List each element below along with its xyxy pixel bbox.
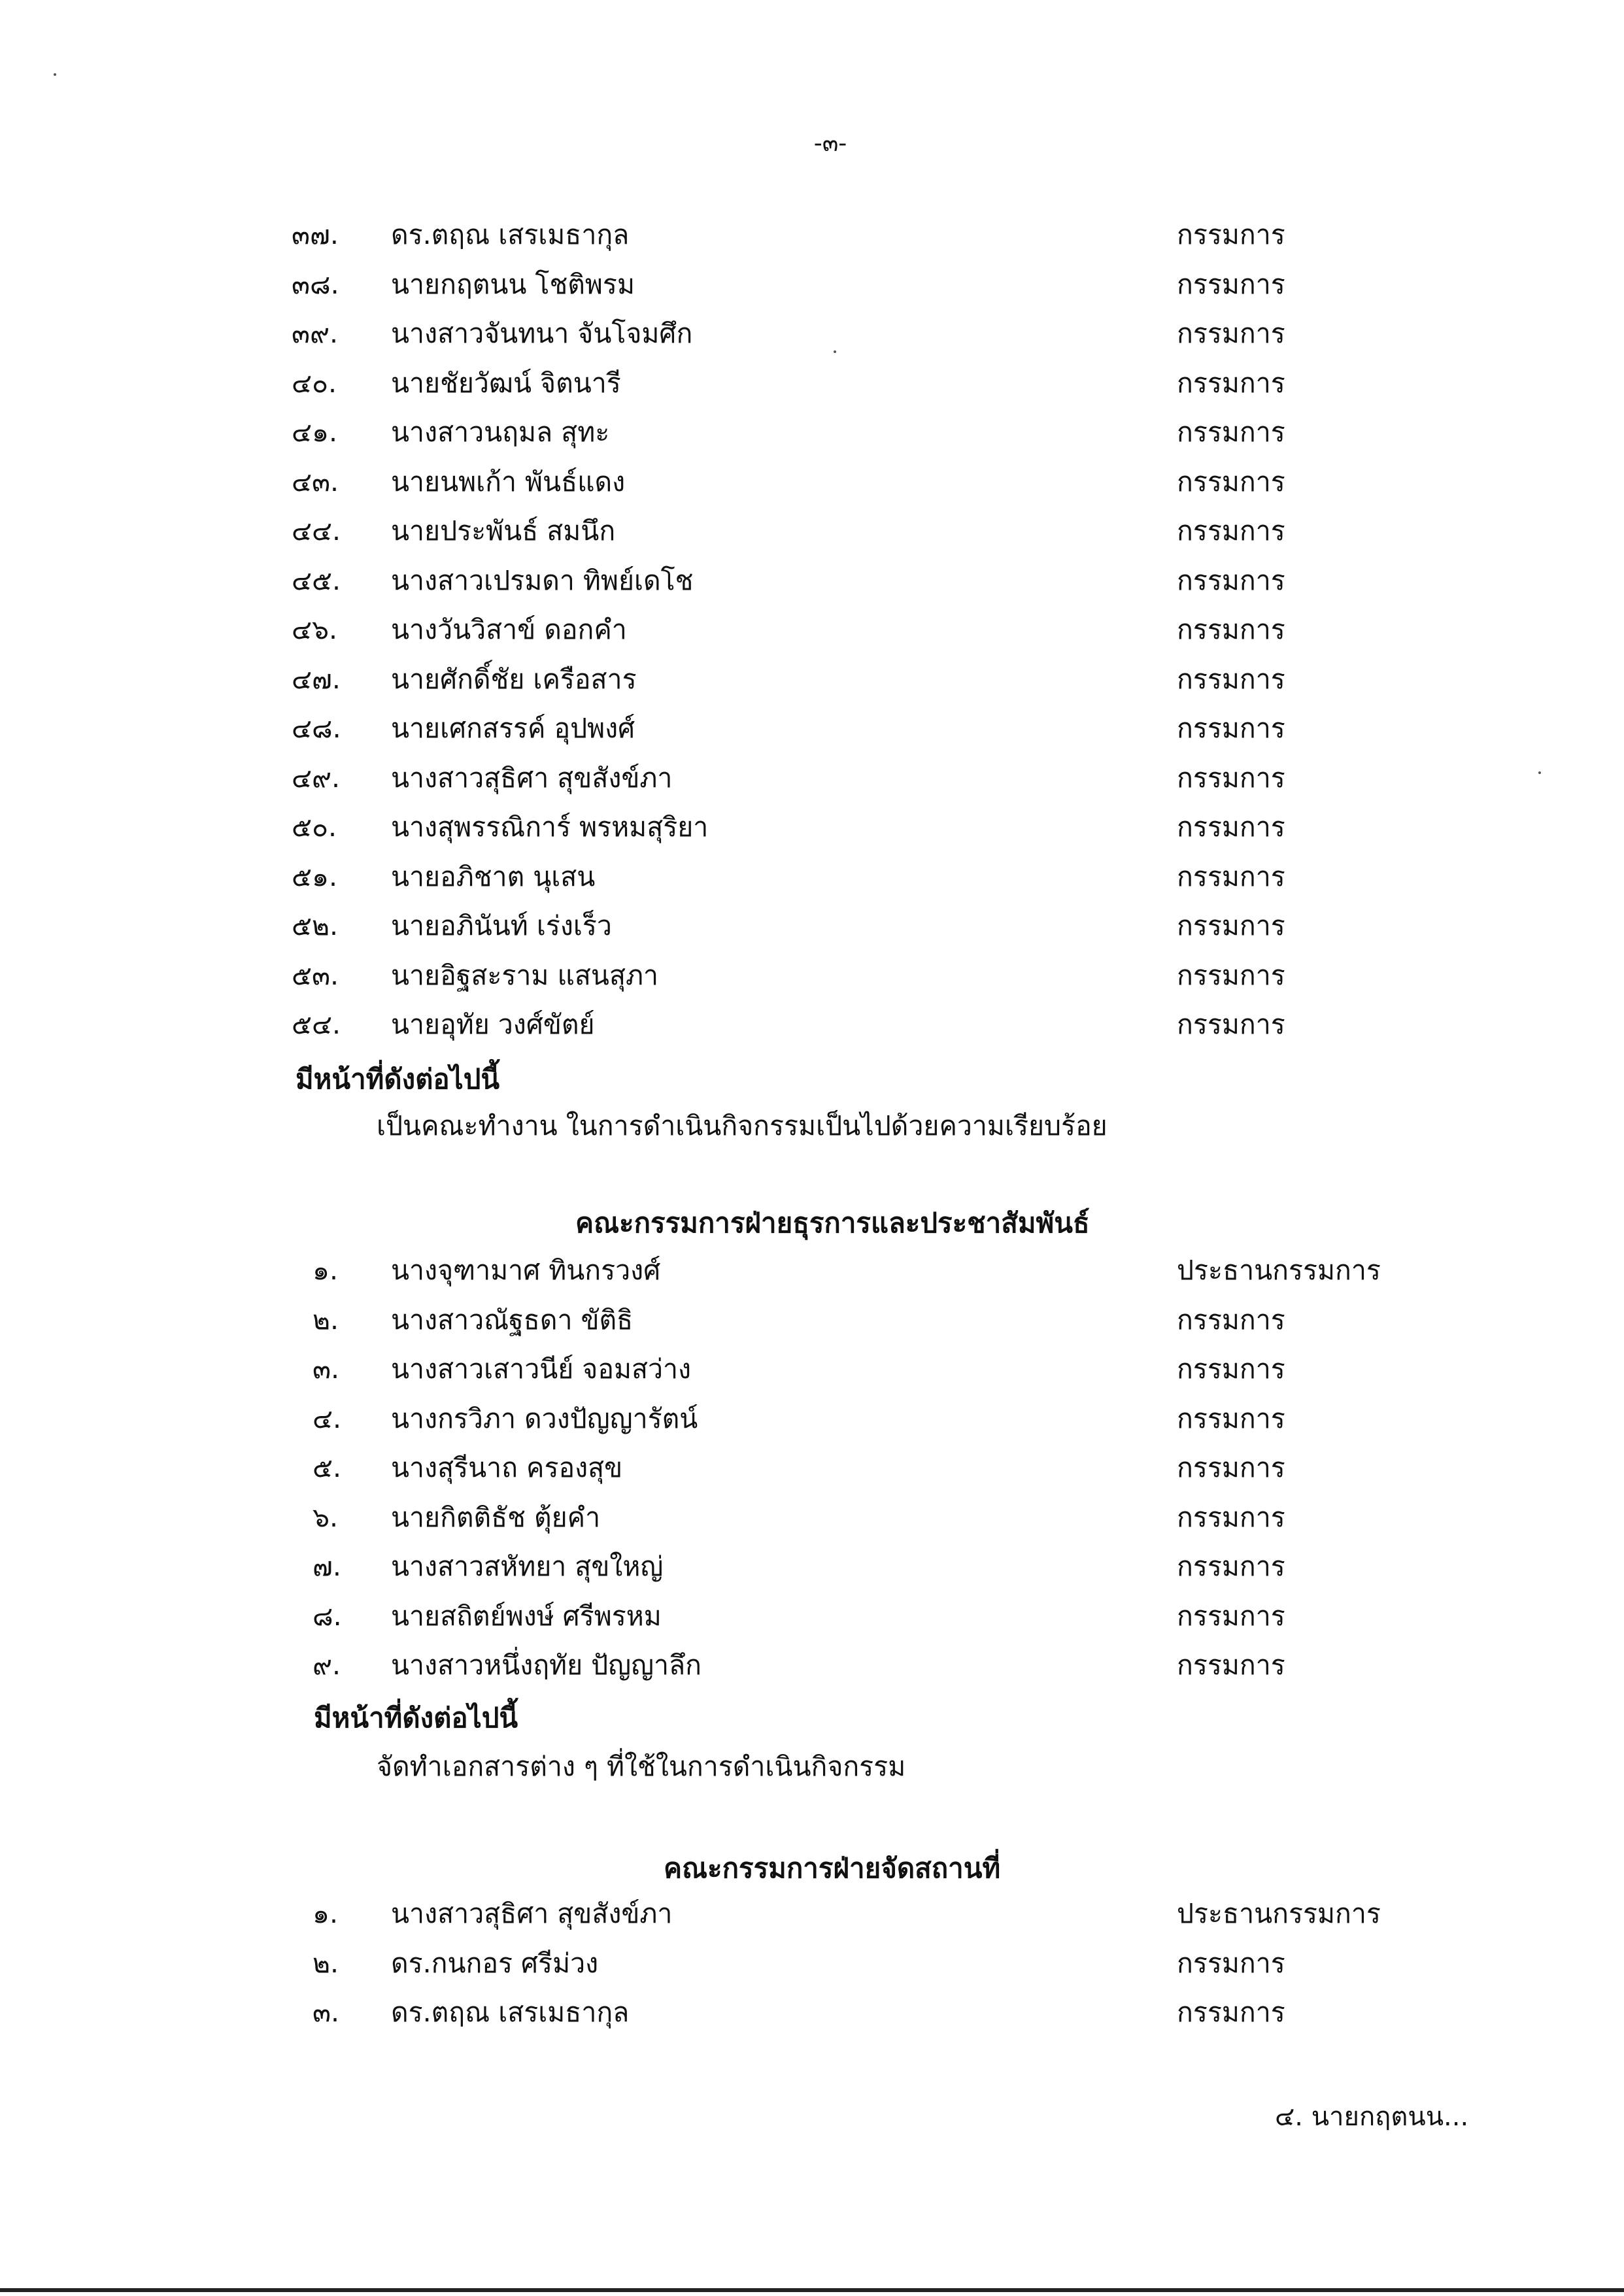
duty-text: เป็นคณะทำงาน ในการดำเนินกิจกรรมเป็นไปด้วยความเรียบร้อย xyxy=(377,1110,1108,1141)
member-name: นางสาวหนึ่งฤทัย ปัญญาลึก xyxy=(391,1649,702,1681)
page-number: -๓- xyxy=(813,130,847,157)
member-name: นางสุพรรณิการ์ พรหมสุริยา xyxy=(391,811,709,843)
member-number: ๔๘. xyxy=(292,713,341,744)
member-name: นางสาวเสาวนีย์ จอมสว่าง xyxy=(391,1353,692,1385)
member-number: ๓. xyxy=(313,1997,340,2028)
member-row xyxy=(0,1545,1624,1588)
member-role: กรรมการ xyxy=(1177,959,1285,991)
member-row xyxy=(0,1991,1624,2034)
member-role: ประธานกรรมการ xyxy=(1177,1898,1381,1929)
member-role: กรรมการ xyxy=(1177,1402,1285,1434)
member-role: กรรมการ xyxy=(1177,416,1285,448)
member-role: กรรมการ xyxy=(1177,515,1285,547)
member-name: นายอภินันท์ เร่งเร็ว xyxy=(391,910,612,941)
member-number: ๖. xyxy=(313,1501,339,1533)
member-name: นางสาวนฤมล สุทะ xyxy=(391,416,610,448)
member-name: นายนพเก้า พันธ์แดง xyxy=(391,465,626,498)
member-number: ๔๖. xyxy=(292,614,338,645)
member-row xyxy=(0,1446,1624,1489)
member-number: ๔๕. xyxy=(292,564,341,596)
member-role: กรรมการ xyxy=(1177,762,1285,794)
member-name: นายอภิชาต นุเสน xyxy=(391,860,596,892)
member-role: กรรมการ xyxy=(1177,1501,1285,1533)
member-name: นางสาวเปรมดา ทิพย์เดโช xyxy=(391,564,694,596)
member-row xyxy=(0,312,1624,355)
member-role: กรรมการ xyxy=(1177,713,1285,744)
member-row xyxy=(0,509,1624,552)
member-name: นางสาวจันทนา จันโจมศึก xyxy=(391,318,693,349)
member-name: นางกรวิภา ดวงปัญญารัตน์ xyxy=(391,1402,698,1434)
member-name: ดร.กนกอร ศรีม่วง xyxy=(391,1947,599,1979)
member-number: ๕. xyxy=(313,1452,342,1483)
member-row xyxy=(0,1347,1624,1391)
member-row xyxy=(0,1496,1624,1539)
member-role: กรรมการ xyxy=(1177,910,1285,941)
member-row xyxy=(0,658,1624,701)
member-number: ๔๙. xyxy=(292,762,341,794)
member-name: นายอิฐสะราม แสนสุภา xyxy=(391,959,659,991)
member-row xyxy=(0,362,1624,405)
member-row xyxy=(0,756,1624,800)
member-role: ประธานกรรมการ xyxy=(1177,1255,1381,1286)
member-role: กรรมการ xyxy=(1177,219,1285,250)
duty-text: จัดทำเอกสารต่าง ๆ ที่ใช้ในการดำเนินกิจกรรม xyxy=(377,1751,906,1782)
member-role: กรรมการ xyxy=(1177,268,1285,300)
member-row xyxy=(0,805,1624,849)
member-role: กรรมการ xyxy=(1177,614,1285,645)
member-role: กรรมการ xyxy=(1177,564,1285,596)
member-name: นางสาวสหัทยา สุขใหญ่ xyxy=(391,1551,664,1582)
member-role: กรรมการ xyxy=(1177,1353,1285,1385)
member-number: ๑. xyxy=(313,1255,339,1286)
member-name: นายสถิตย์พงษ์ ศรีพรหม xyxy=(391,1600,662,1632)
committee-title: คณะกรรมการฝ่ายธุรการและประชาสัมพันธ์ xyxy=(575,1207,1090,1239)
member-name: นายศักดิ์ชัย เครือสาร xyxy=(391,663,637,695)
member-row xyxy=(0,411,1624,454)
member-row xyxy=(0,1397,1624,1440)
member-name: นางสุรีนาถ ครองสุข xyxy=(391,1452,623,1483)
member-number: ๕๔. xyxy=(292,1009,341,1040)
member-role: กรรมการ xyxy=(1177,367,1285,399)
member-number: ๔๐. xyxy=(292,367,337,399)
member-number: ๒. xyxy=(313,1304,339,1336)
duty-heading: มีหน้าที่ดังต่อไปนี้ xyxy=(314,1702,518,1734)
member-row xyxy=(0,904,1624,947)
member-role: กรรมการ xyxy=(1177,1649,1285,1681)
member-name: นายประพันธ์ สมนึก xyxy=(391,515,616,547)
duty-heading: มีหน้าที่ดังต่อไปนี้ xyxy=(296,1063,500,1095)
member-row xyxy=(0,1003,1624,1046)
member-number: ๓. xyxy=(313,1353,340,1385)
member-row xyxy=(0,1942,1624,1985)
member-name: ดร.ตฤณ เสรเมธากุล xyxy=(391,219,630,250)
member-row xyxy=(0,707,1624,750)
member-role: กรรมการ xyxy=(1177,1009,1285,1040)
member-name: นายกิตติธัช ตุ้ยคำ xyxy=(391,1501,601,1533)
member-name: นางสาวณัฐธดา ขัติธิ xyxy=(391,1304,634,1336)
member-role: กรรมการ xyxy=(1177,1947,1285,1979)
member-row xyxy=(0,213,1624,256)
member-number: ๒. xyxy=(313,1947,339,1979)
member-number: ๗. xyxy=(313,1551,341,1582)
bottom-border xyxy=(0,2288,1624,2292)
member-row xyxy=(0,460,1624,503)
member-number: ๕๒. xyxy=(292,910,339,941)
member-row xyxy=(0,1644,1624,1687)
member-name: นายกฤตนน โชติพรม xyxy=(391,268,635,300)
member-row xyxy=(0,1892,1624,1935)
member-row xyxy=(0,855,1624,898)
member-row xyxy=(0,263,1624,306)
member-row xyxy=(0,1249,1624,1292)
member-number: ๙. xyxy=(313,1649,341,1681)
member-role: กรรมการ xyxy=(1177,1551,1285,1582)
member-number: ๘. xyxy=(313,1600,342,1632)
member-number: ๕๑. xyxy=(292,860,338,892)
member-role: กรรมการ xyxy=(1177,1600,1285,1632)
member-role: กรรมการ xyxy=(1177,1304,1285,1336)
member-row xyxy=(0,1595,1624,1638)
member-role: กรรมการ xyxy=(1177,1997,1285,2028)
member-number: ๕๓. xyxy=(292,959,339,991)
member-role: กรรมการ xyxy=(1177,465,1285,498)
member-number: ๓๗. xyxy=(292,219,339,250)
member-name: นายเศกสรรค์ อุปพงศ์ xyxy=(391,713,635,744)
member-role: กรรมการ xyxy=(1177,860,1285,892)
member-number: ๕๐. xyxy=(292,811,337,843)
member-number: ๓๘. xyxy=(292,268,339,300)
member-role: กรรมการ xyxy=(1177,663,1285,695)
member-number: ๓๙. xyxy=(292,318,339,349)
member-name: นางสาวสุธิศา สุขสังข์ภา xyxy=(391,762,673,794)
member-number: ๔๔. xyxy=(292,515,341,547)
member-row xyxy=(0,608,1624,651)
member-name: นางวันวิสาข์ ดอกคำ xyxy=(391,614,627,645)
member-name: นายอุทัย วงศ์ขัตย์ xyxy=(391,1009,595,1040)
member-name: นางจุฑามาศ ทินกรวงศ์ xyxy=(391,1255,661,1286)
member-name: นางสาวสุธิศา สุขสังข์ภา xyxy=(391,1898,673,1929)
continuation-note: ๔. นายกฤตนน... xyxy=(1275,2102,1469,2132)
member-role: กรรมการ xyxy=(1177,1452,1285,1483)
member-number: ๑. xyxy=(313,1898,339,1929)
member-row xyxy=(0,954,1624,997)
member-row xyxy=(0,559,1624,602)
member-number: ๔. xyxy=(313,1402,342,1434)
member-role: กรรมการ xyxy=(1177,318,1285,349)
member-number: ๔๗. xyxy=(292,663,341,695)
member-role: กรรมการ xyxy=(1177,811,1285,843)
committee-title: คณะกรรมการฝ่ายจัดสถานที่ xyxy=(664,1852,1001,1884)
scan-speck xyxy=(54,73,56,76)
member-row xyxy=(0,1298,1624,1342)
member-number: ๔๓. xyxy=(292,465,339,498)
member-name: ดร.ตฤณ เสรเมธากุล xyxy=(391,1997,630,2028)
member-number: ๔๑. xyxy=(292,416,338,448)
member-name: นายชัยวัฒน์ จิตนารี xyxy=(391,367,621,399)
